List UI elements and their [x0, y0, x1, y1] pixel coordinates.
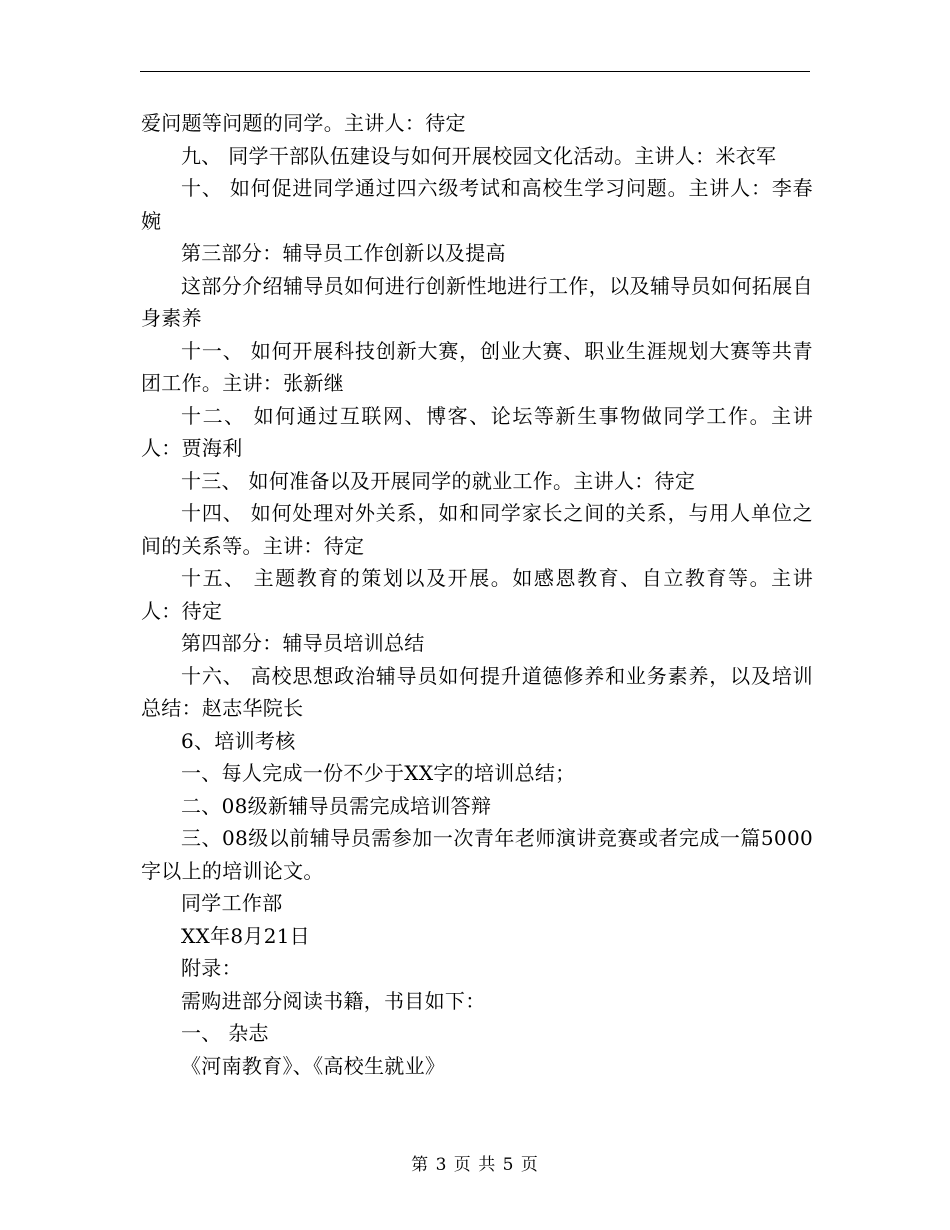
section-heading-assessment: 6、培训考核: [181, 728, 296, 753]
paragraph-item-15: 十五、 主题教育的策划以及开展。如感恩教育、自立教育等。主讲人：待定: [141, 566, 813, 623]
section-heading-part-3: 第三部分：辅导员工作创新以及提高: [181, 241, 506, 265]
signature-department: 同学工作部: [181, 891, 283, 915]
paragraph-assessment-2: 二、08级新辅导员需完成培训答辩: [181, 793, 492, 818]
paragraph-item-14: 十四、 如何处理对外关系，如和同学家长之间的关系，与用人单位之间的关系等。主讲：待定: [141, 501, 813, 558]
paragraph-item-13: 十三、 如何准备以及开展同学的就业工作。主讲人：待定: [181, 468, 696, 493]
paragraph-continuation: 爱问题等问题的同学。主讲人：待定: [141, 111, 466, 135]
page-number-footer: 第 3 页 共 5 页: [411, 1155, 539, 1175]
paragraph-item-11: 十一、 如何开展科技创新大赛，创业大赛、职业生涯规划大赛等共青团工作。主讲：张新继: [141, 338, 813, 395]
document-body: [141, 107, 813, 1082]
paragraph-assessment-1: 一、每人完成一份不少于XX字的培训总结；: [181, 761, 576, 785]
paragraph-item-12: 十二、 如何通过互联网、博客、论坛等新生事物做同学工作。主讲人：贾海利: [141, 403, 813, 460]
signature-date: XX年8月21日: [181, 923, 311, 948]
appendix-heading: 附录：: [181, 956, 242, 980]
paragraph-item-10: 十、 如何促进同学通过四六级考试和高校生学习问题。主讲人：李春婉: [141, 176, 813, 233]
paragraph-part-3-intro: 这部分介绍辅导员如何进行创新性地进行工作，以及辅导员如何拓展自身素养: [141, 273, 813, 330]
paragraph-item-16: 十六、 高校思想政治辅导员如何提升道德修养和业务素养，以及培训总结：赵志华院长: [141, 663, 813, 720]
paragraph-item-9: 九、 同学干部队伍建设与如何开展校园文化活动。主讲人：米衣军: [181, 143, 777, 168]
appendix-intro: 需购进部分阅读书籍，书目如下：: [181, 988, 486, 1013]
appendix-item-magazines: 一、 杂志: [181, 1021, 269, 1045]
header-rule: [140, 71, 810, 72]
appendix-magazine-titles: 《河南教育》、《高校生就业》: [181, 1053, 446, 1078]
paragraph-assessment-3: 三、08级以前辅导员需参加一次青年老师演讲竞赛或者完成一篇5000字以上的培训论文。: [141, 826, 813, 883]
section-heading-part-4: 第四部分：辅导员培训总结: [181, 631, 425, 655]
